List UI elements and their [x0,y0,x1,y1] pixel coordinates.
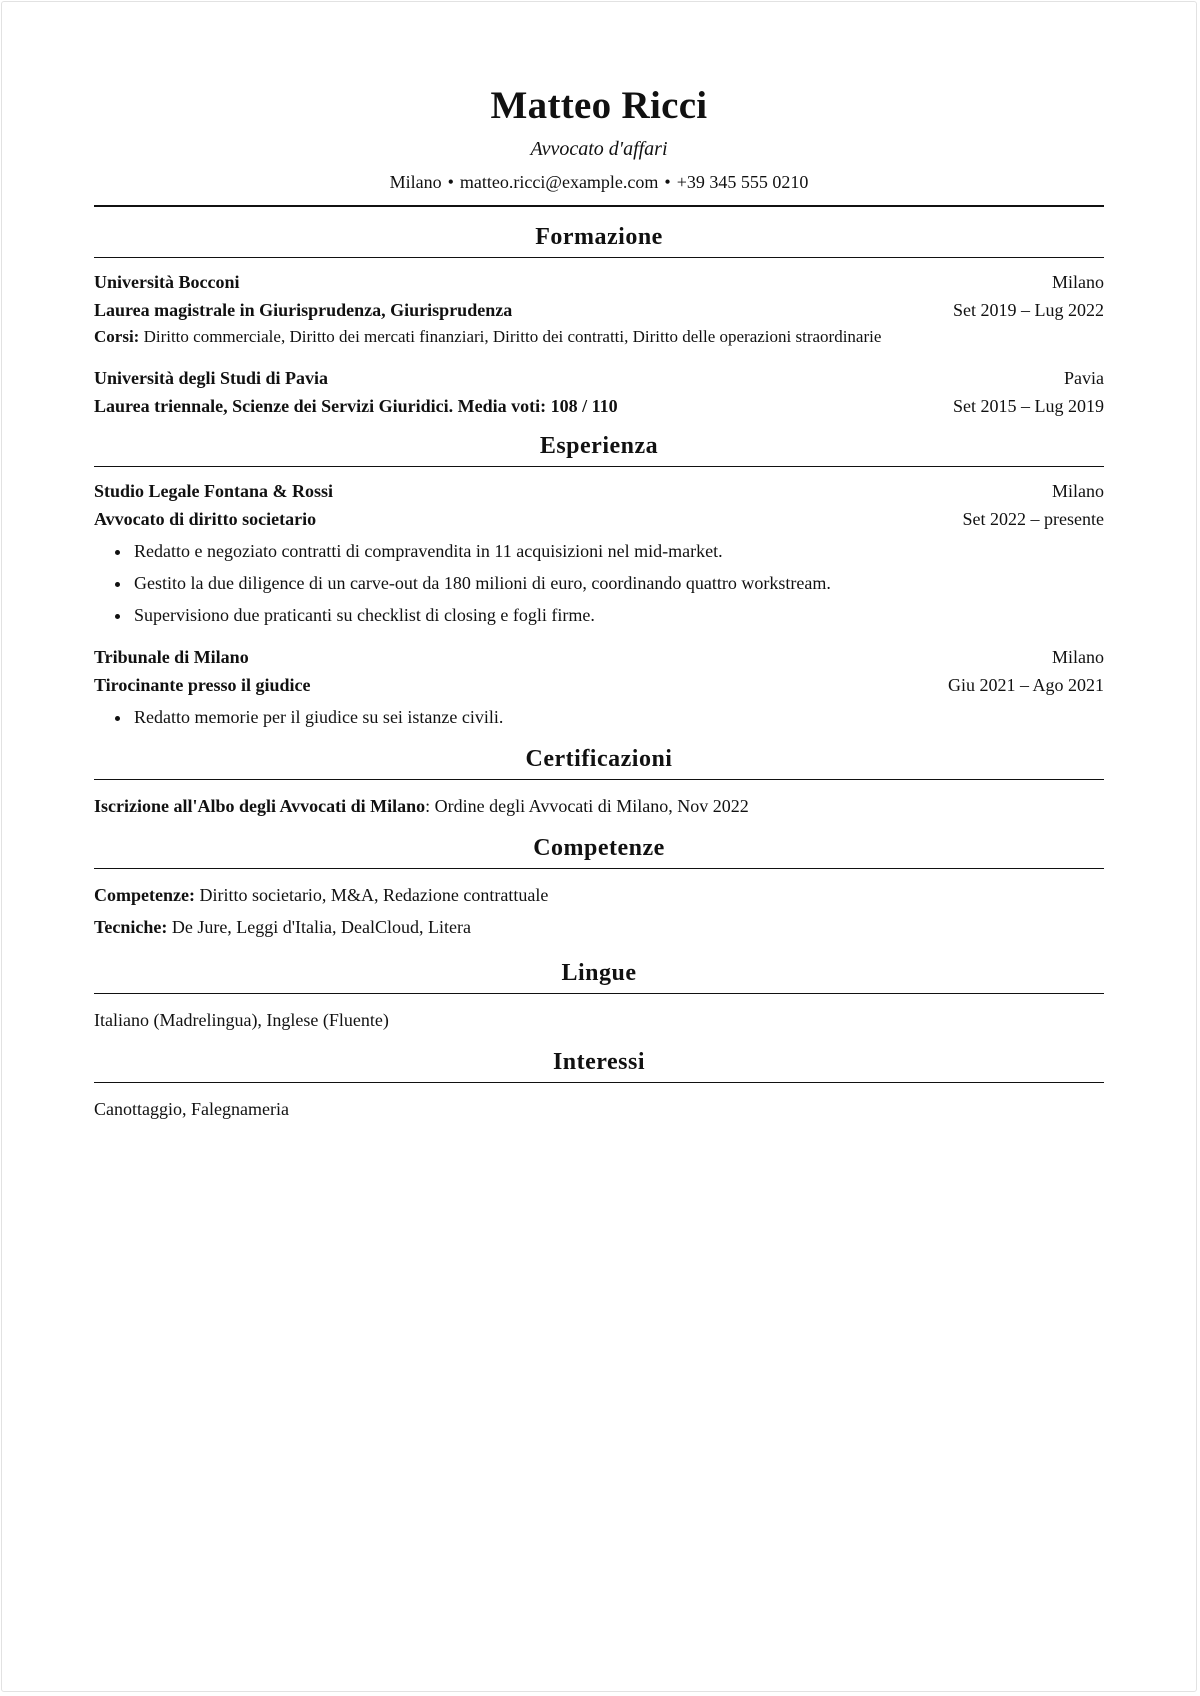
tools-label: Tecniche: [94,917,168,937]
interests-line: Canottaggio, Falegnameria [94,1099,289,1119]
company-location: Milano [1052,647,1104,667]
languages-section [94,943,1104,1036]
certification-detail: : Ordine degli Avvocati di Milano, Nov 2022 [425,796,749,816]
entry-header-row [94,643,1104,671]
section-divider [94,868,1104,869]
section-title-languages: Lingue [561,960,637,986]
degree-name: Laurea triennale, Scienze dei Servizi Giuridici. Media voti: 108 / 110 [94,396,618,416]
school-location: Milano [1052,272,1104,292]
courses-line [94,324,1104,350]
section-divider [94,257,1104,258]
skills-line [94,879,1104,911]
contact-email[interactable]: matteo.ricci@example.com [459,172,659,192]
role-name: Tirocinante presso il giudice [94,675,311,695]
achievement-item: • Gestito la due diligence di un carve-out da 180 milioni di euro, coordinando quattro workstream. [132,567,1104,599]
achievement-item: • Redatto memorie per il giudice su sei istanze civili. [132,701,1104,733]
education-entry [94,268,1104,350]
contact-separator: • [664,172,671,192]
achievement-item: • Redatto e negoziato contratti di compravendita in 11 acquisizioni nel mid-market. [132,535,1104,567]
certification-line [94,790,1104,822]
school-name: Università degli Studi di Pavia [94,368,329,388]
section-divider [94,1082,1104,1083]
achievements-list [94,701,1104,733]
entry-subheader-row [94,392,1104,420]
section-title-skills: Competenze [533,835,665,861]
achievement-item: • Supervisiono due praticanti su checklist di closing e fogli firme. [132,599,1104,631]
section-divider [94,993,1104,994]
entry-header-row [94,364,1104,392]
role-name: Avvocato di diritto societario [94,509,317,529]
certifications-section [94,741,1104,822]
company-name: Studio Legale Fontana & Rossi [94,481,334,501]
section-divider [94,779,1104,780]
entry-header-row [94,477,1104,505]
courses-label: Corsi: [94,327,140,346]
role-dates: Set 2022 – presente [962,509,1104,529]
contact-separator: • [447,172,454,192]
company-location: Milano [1052,481,1104,501]
section-title-experience: Esperienza [539,433,659,459]
experience-entry [94,643,1104,733]
school-location: Pavia [1064,368,1104,388]
contact-city: Milano [389,172,442,192]
section-title-interests: Interessi [552,1049,646,1075]
degree-dates: Set 2019 – Lug 2022 [953,300,1104,320]
interests-section [94,1036,1104,1125]
contact-phone[interactable]: +39 345 555 0210 [676,172,809,192]
degree-name: Laurea magistrale in Giurisprudenza, Giurisprudenza [94,300,513,320]
entry-header-row [94,268,1104,296]
experience-section [94,428,1104,733]
certification-name: Iscrizione all'Albo degli Avvocati di Milano [94,796,426,816]
entry-subheader-row [94,505,1104,533]
role-dates: Giu 2021 – Ago 2021 [947,675,1104,695]
company-name: Tribunale di Milano [94,647,249,667]
languages-line: Italiano (Madrelingua), Inglese (Fluente) [94,1010,389,1030]
resume-header [94,80,1104,207]
candidate-name: Matteo Ricci [490,84,708,127]
courses-list: Diritto commerciale, Diritto dei mercati finanziari, Diritto dei contratti, Diritto delle operazioni straordinarie [143,327,882,346]
resume-content [94,80,1104,1125]
education-entry [94,364,1104,420]
school-name: Università Bocconi [94,272,240,292]
experience-entry [94,477,1104,631]
section-divider [94,466,1104,467]
achievements-list [94,535,1104,631]
tools-line [94,911,1104,943]
tools-list: De Jure, Leggi d'Italia, DealCloud, Litera [167,917,471,937]
section-title-certifications: Certificazioni [525,746,673,772]
entry-subheader-row [94,296,1104,324]
resume-page [1,1,1197,1692]
candidate-title: Avvocato d'affari [530,138,668,160]
degree-dates: Set 2015 – Lug 2019 [953,396,1104,416]
education-section [94,207,1104,420]
skills-section [94,822,1104,943]
contact-line [94,170,1104,194]
entry-subheader-row [94,671,1104,699]
section-title-education: Formazione [535,224,663,250]
skills-list: Diritto societario, M&A, Redazione contrattuale [194,885,549,905]
skills-label: Competenze: [94,885,195,905]
